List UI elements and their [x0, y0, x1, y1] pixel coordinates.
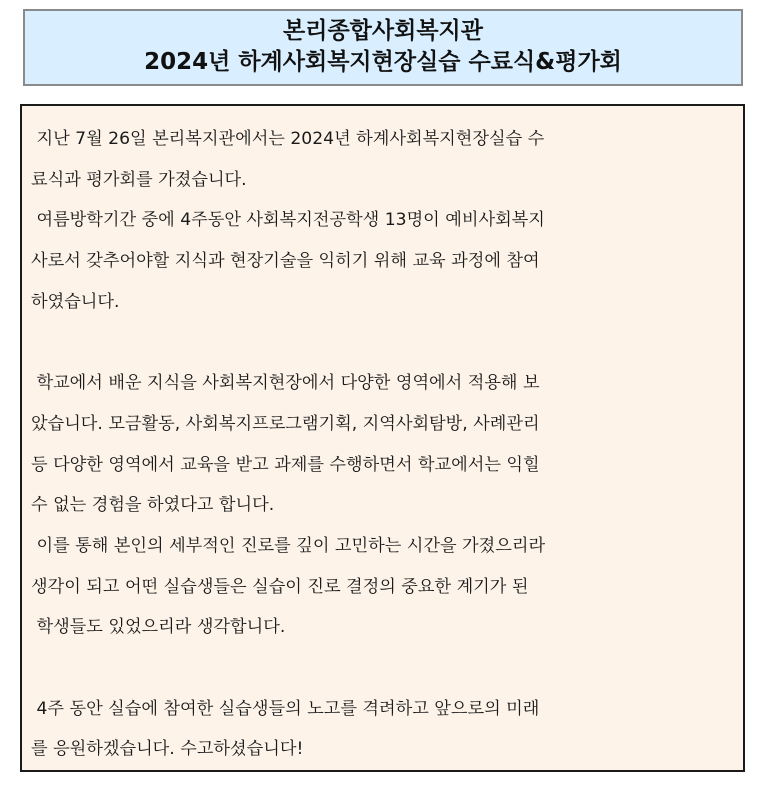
body-line: 여름방학기간 중에 4주동안 사회복지전공학생 13명이 예비사회복지 — [31, 210, 545, 231]
blank-line — [31, 648, 737, 689]
body-line: 4주 동안 실습에 참여한 실습생들의 노고를 격려하고 앞으로의 미래 — [31, 698, 540, 719]
body-line: 료식과 평가회를 가졌습니다. — [31, 169, 247, 190]
body-line: 지난 7월 26일 본리복지관에서는 2024년 하계사회복지현장실습 수 — [31, 129, 545, 149]
body-line: 사로서 갖추어야할 지식과 현장기술을 익히기 위해 교육 과정에 참여 — [31, 251, 540, 272]
body-line: 이를 통해 본인의 세부적인 진로를 깊이 고민하는 시간을 가졌으리라 — [31, 535, 546, 556]
title-box — [23, 9, 743, 86]
body-line: 하였습니다. — [31, 291, 120, 312]
body-line: 수 없는 경험을 하였다고 합니다. — [31, 495, 275, 516]
body-line: 았습니다. 모금활동, 사회복지프로그램기획, 지역사회탐방, 사례관리 — [31, 413, 540, 434]
body-line: 학생들도 있었으리라 생각합니다. — [31, 617, 286, 638]
body-line: 등 다양한 영역에서 교육을 받고 과제를 수행하면서 학교에서는 익힐 — [31, 454, 540, 475]
article-body — [20, 104, 745, 772]
body-line: 학교에서 배운 지식을 사회복지현장에서 다양한 영역에서 적용해 보 — [31, 373, 540, 394]
event-title: 2024년 하계사회복지현장실습 수료식&평가회 — [144, 49, 622, 75]
body-line: 를 응원하겠습니다. 수고하셨습니다! — [31, 739, 304, 760]
blank-line — [31, 322, 737, 363]
body-line: 생각이 되고 어떤 실습생들은 실습이 진로 결정의 중요한 계기가 된 — [31, 576, 529, 597]
organization-title: 본리종합사회복지관 — [283, 18, 483, 44]
